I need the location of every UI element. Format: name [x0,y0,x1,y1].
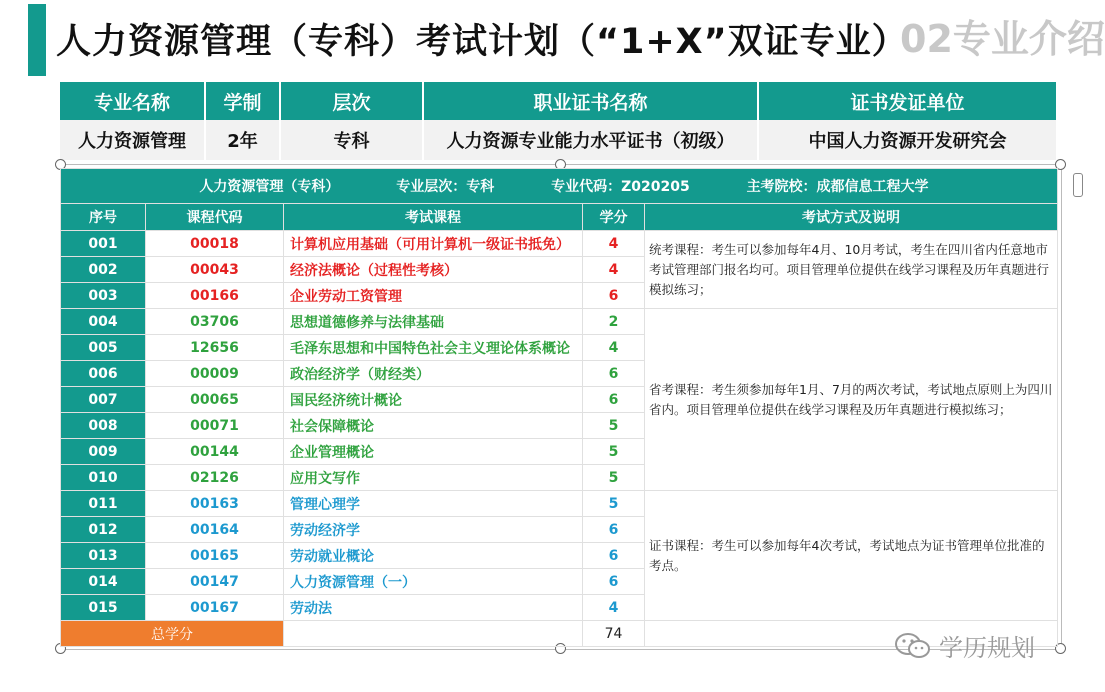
section-tag: 02专业介绍 [900,17,1105,61]
summary-header: 层次 [280,82,423,120]
total-credits-value: 74 [583,621,645,647]
row-course: 政治经济学（财经类） [284,361,583,387]
note-unified-exam: 统考课程：考生可以参加每年4月、10月考试，考生在四川省内任意地市考试管理部门报名均可。项目管理单位提供在线学习课程及历年真题进行模拟练习； [645,231,1058,309]
row-credit: 5 [583,465,645,491]
row-seq: 007 [61,387,146,413]
column-header-credit: 学分 [583,204,645,231]
column-header-code: 课程代码 [146,204,284,231]
row-seq: 014 [61,569,146,595]
row-seq: 005 [61,335,146,361]
summary-cell: 专科 [280,120,423,160]
row-code: 00043 [146,257,284,283]
column-header-course: 考试课程 [284,204,583,231]
row-seq: 006 [61,361,146,387]
row-seq: 008 [61,413,146,439]
row-credit: 2 [583,309,645,335]
row-seq: 013 [61,543,146,569]
watermark [893,628,1035,663]
row-course: 管理心理学 [284,491,583,517]
info-major: 人力资源管理（专科） [199,179,340,195]
note-provincial-exam: 省考课程：考生须参加每年1月、7月的两次考试，考试地点原则上为四川省内。项目管理单位提供在线学习课程及历年真题进行模拟练习； [645,309,1058,491]
table-row [61,309,1058,335]
row-course: 劳动法 [284,595,583,621]
summary-header: 学制 [205,82,280,120]
info-level: 专业层次：专科 [396,179,495,195]
row-code: 02126 [146,465,284,491]
row-credit: 6 [583,361,645,387]
table-row [61,491,1058,517]
note-certificate-exam: 证书课程：考生可以参加每年4次考试，考试地点为证书管理单位批准的考点。 [645,491,1058,621]
row-seq: 011 [61,491,146,517]
row-credit: 5 [583,439,645,465]
row-code: 00147 [146,569,284,595]
row-code: 00167 [146,595,284,621]
summary-header: 专业名称 [60,82,205,120]
exam-plan-table [60,168,1058,647]
plan-header-row [61,204,1058,231]
row-code: 00065 [146,387,284,413]
row-course: 计算机应用基础（可用计算机一级证书抵免） [284,231,583,257]
info-school: 主考院校：成都信息工程大学 [746,179,929,195]
watermark-text: 学历规划 [939,634,1035,662]
row-credit: 6 [583,517,645,543]
total-credits-label: 总学分 [61,621,284,647]
row-course: 经济法概论（过程性考核） [284,257,583,283]
summary-cell: 2年 [205,120,280,160]
row-seq: 003 [61,283,146,309]
column-header-seq: 序号 [61,204,146,231]
summary-header: 证书发证单位 [758,82,1057,120]
row-course: 企业管理概论 [284,439,583,465]
row-course: 应用文写作 [284,465,583,491]
row-code: 00165 [146,543,284,569]
row-code: 00009 [146,361,284,387]
title-accent-bar [28,4,46,76]
row-credit: 6 [583,387,645,413]
row-code: 00071 [146,413,284,439]
row-seq: 009 [61,439,146,465]
row-course: 人力资源管理（一） [284,569,583,595]
page-title: 人力资源管理（专科）考试计划（“1+X”双证专业） [56,22,908,62]
row-credit: 4 [583,335,645,361]
row-seq: 010 [61,465,146,491]
row-seq: 004 [61,309,146,335]
row-credit: 5 [583,491,645,517]
row-seq: 012 [61,517,146,543]
row-seq: 001 [61,231,146,257]
row-code: 12656 [146,335,284,361]
row-credit: 5 [583,413,645,439]
row-course: 思想道德修养与法律基础 [284,309,583,335]
row-credit: 4 [583,595,645,621]
summary-cell: 中国人力资源开发研究会 [758,120,1057,160]
row-code: 00164 [146,517,284,543]
row-code: 00166 [146,283,284,309]
wechat-icon [893,631,933,661]
row-credit: 6 [583,569,645,595]
row-seq: 015 [61,595,146,621]
row-course: 社会保障概论 [284,413,583,439]
side-scroll-handle[interactable] [1073,173,1083,197]
row-code: 00163 [146,491,284,517]
plan-info-row [61,169,1058,204]
row-credit: 4 [583,257,645,283]
summary-header: 职业证书名称 [423,82,758,120]
summary-cell: 人力资源专业能力水平证书（初级） [423,120,758,160]
row-credit: 6 [583,283,645,309]
row-credit: 6 [583,543,645,569]
major-summary-table [60,82,1058,160]
summary-header-row [60,82,1057,120]
row-course: 企业劳动工资管理 [284,283,583,309]
row-credit: 4 [583,231,645,257]
summary-cell: 人力资源管理 [60,120,205,160]
row-course: 毛泽东思想和中国特色社会主义理论体系概论 [284,335,583,361]
table-row [61,231,1058,257]
row-course: 劳动就业概论 [284,543,583,569]
row-code: 00144 [146,439,284,465]
row-code: 00018 [146,231,284,257]
summary-data-row [60,120,1057,160]
column-header-note: 考试方式及说明 [645,204,1058,231]
row-course: 劳动经济学 [284,517,583,543]
row-code: 03706 [146,309,284,335]
info-code: 专业代码：Z020205 [551,179,690,195]
row-course: 国民经济统计概论 [284,387,583,413]
row-seq: 002 [61,257,146,283]
